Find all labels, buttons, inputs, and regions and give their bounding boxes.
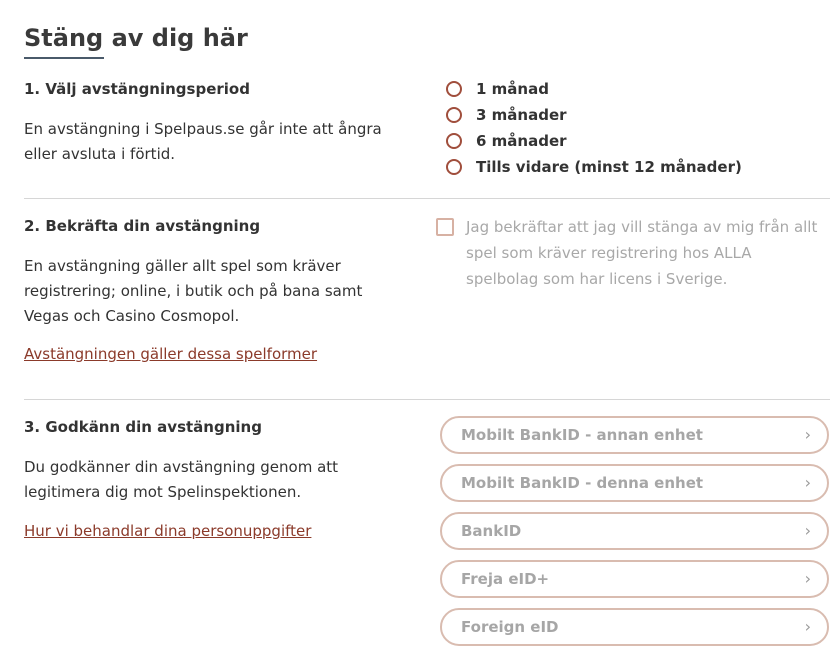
radio-empty-icon[interactable] [446,81,462,97]
period-option-label: 3 månader [476,106,567,124]
freja-eid-button[interactable] [440,560,829,598]
divider [24,198,830,199]
foreign-eid-button[interactable] [440,608,829,646]
button-label: Mobilt BankID - annan enhet [461,426,703,444]
step2-title: 2. Bekräfta din avstängning [24,217,261,235]
mobile-bankid-other-device-button[interactable] [440,416,829,454]
chevron-right-icon: › [804,617,811,636]
button-label: BankID [461,522,522,540]
period-option-indefinite[interactable] [446,156,742,178]
button-label: Mobilt BankID - denna enhet [461,474,704,492]
step3-title: 3. Godkänn din avstängning [24,418,262,436]
period-option-6-months[interactable] [446,130,567,152]
radio-empty-icon[interactable] [446,133,462,149]
chevron-right-icon: › [804,425,811,444]
radio-empty-icon[interactable] [446,107,462,123]
game-forms-link[interactable]: Avstängningen gäller dessa spelformer [24,345,318,363]
personal-data-link[interactable]: Hur vi behandlar dina personuppgifter [24,522,312,540]
page-title: Stäng av dig här [24,24,248,52]
period-option-1-month[interactable] [446,78,549,100]
divider [24,399,830,400]
period-option-label: 1 månad [476,80,549,98]
period-option-label: Tills vidare (minst 12 månader) [476,158,742,176]
chevron-right-icon: › [804,473,811,492]
bankid-button[interactable] [440,512,829,550]
period-option-3-months[interactable] [446,104,567,126]
confirm-checkbox[interactable] [436,218,454,236]
step2-description: En avstängning gäller allt spel som kräver registrering; online, i butik och på bana samt Vegas och Casino Cosmopol. [24,257,363,325]
chevron-right-icon: › [804,521,811,540]
button-label: Foreign eID [461,618,559,636]
period-option-label: 6 månader [476,132,567,150]
chevron-right-icon: › [804,569,811,588]
title-underline [24,57,104,59]
button-label: Freja eID+ [461,570,550,588]
confirm-checkbox-label: Jag bekräftar att jag vill stänga av mig från allt spel som kräver registrering hos ALLA spelbolag som har licens i Sverige. [466,218,818,288]
step1-title: 1. Välj avstängningsperiod [24,80,250,98]
step1-description: En avstängning i Spelpaus.se går inte att ångra eller avsluta i förtid. [24,120,382,163]
radio-empty-icon[interactable] [446,159,462,175]
mobile-bankid-this-device-button[interactable] [440,464,829,502]
step3-description: Du godkänner din avstängning genom att legitimera dig mot Spelinspektionen. [24,458,339,501]
